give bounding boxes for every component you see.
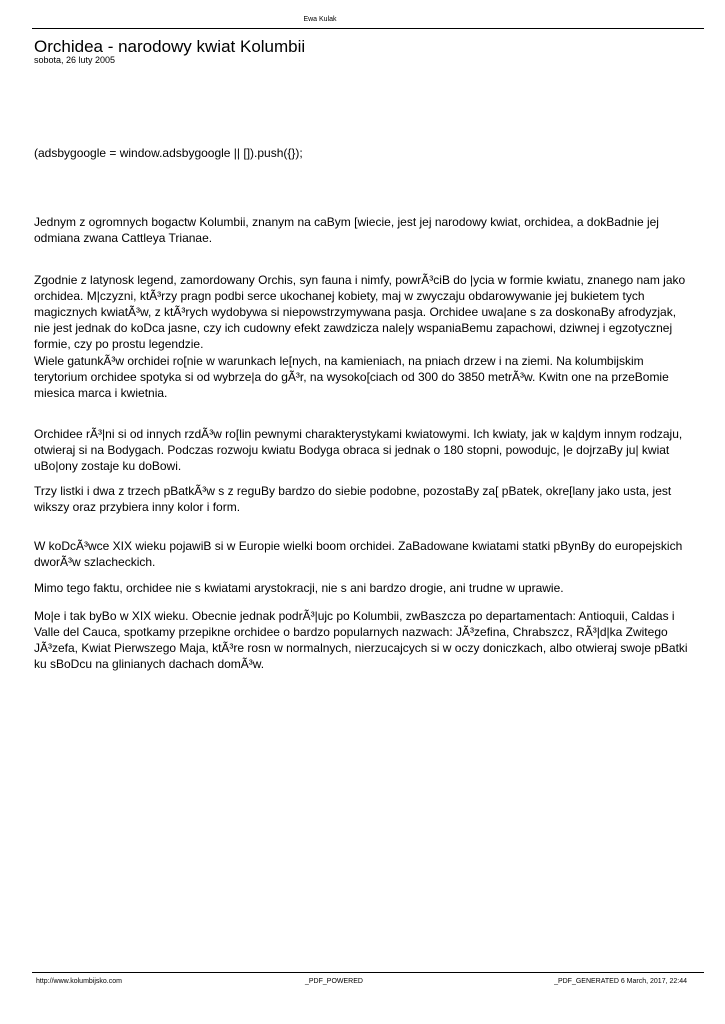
- paragraph-characteristics: Orchidee rÃ³|ni si od innych rzdÃ³w ro[lin pewnymi charakterystykami kwiatowymi. Ich kwiaty, jak w ka|dym innym rodzaju, otwieraj si na Bodygach. Podczas rozwoju kwiatu Bodyga obraca si jednak o 180 stopni, powodujc, |e dojrzaBy ju| kwiat uBo|ony zostaje ku doBowi.: [34, 427, 683, 473]
- paragraph-petals: Trzy listki i dwa z trzech pBatkÃ³w s z reguBy bardzo do siebie podobne, pozostaBy za[ pBatek, okre[lany jako usta, jest wikszy oraz przybiera inny kolor i form.: [34, 484, 672, 514]
- paragraph-history: W koDcÃ³wce XIX wieku pojawiB si w Europie wielki boom orchidei. ZaBadowane kwiatami statki pBynBy do europejskich dworÃ³w szlacheckich.: [34, 539, 683, 569]
- paragraph-popular-names: Mo|e i tak byBo w XIX wieku. Obecnie jednak podrÃ³|ujc po Kolumbii, zwBaszcza po departamentach: Antioquii, Caldas i Valle del Cauca, spotkamy przepikne orchidee o bardzo popularnych nazwach: JÃ³zefina, Chrabszcz, RÃ³|d|ka Zwitego JÃ³zefa, Kwiat Pierwszego Maja, ktÃ³re rosn w normalnych, nierzucajcych si w oczy doniczkach, albo otwieraj swoje pBatki ku sBoDcu na glinianych dachach domÃ³w.: [34, 609, 688, 671]
- header-author: Ewa Kulak: [303, 16, 337, 23]
- article-date: sobota, 26 luty 2005: [34, 55, 116, 65]
- footer-powered: _PDF_POWERED: [305, 978, 363, 985]
- paragraph-intro: Jednym z ogromnych bogactw Kolumbii, znanym na caBym [wiecie, jest jej narodowy kwiat, orchidea, a dokBadnie jej odmiana zwana Cattleya Trianae.: [34, 215, 659, 245]
- paragraph-availability: Mimo tego faktu, orchidee nie s kwiatami arystokracji, nie s ani bardzo drogie, ani trudne w uprawie.: [34, 581, 564, 595]
- paragraph-legend: Zgodnie z latynosk legend, zamordowany Orchis, syn fauna i nimfy, powrÃ³ciB do |ycia w formie kwiatu, znanego nam jako orchidea. M|czyzni, ktÃ³rzy pragn podbi serce ukochanej kobiety, maj w zwyczaju obdarowywanie jej bukietem tych magicznych kwiatÃ³w, z ktÃ³rych wydobywa si niepowstrzymywana pasja. Orchidee uwa|ane s za doskonaBy afrodyzjak, nie jest jednak do koDca jasne, czy ich cudowny efekt zawdzicza nale|y wspaniaBemu zapachowi, dziwnej i egzotycznej formie, czy po prostu legendzie.: [34, 273, 686, 351]
- footer-generated: _PDF_GENERATED 6 March, 2017, 22:44: [554, 978, 687, 985]
- footer-divider: [32, 972, 704, 973]
- header-divider: [32, 28, 704, 29]
- ad-code-text: (adsbygoogle = window.adsbygoogle || []).push({});: [34, 146, 303, 160]
- article-title: Orchidea - narodowy kwiat Kolumbii: [34, 37, 306, 56]
- footer-url: http://www.kolumbijsko.com: [36, 978, 122, 985]
- paragraph-habitat: Wiele gatunkÃ³w orchidei ro[nie w warunkach le[nych, na kamieniach, na pniach drzew i na ziemi. Na kolumbijskim terytorium orchidee spotyka si od wybrze|a do gÃ³r, na wysoko[ciach od 300 do 3850 metrÃ³w. Kwitn one na przeBomie miesica marca i kwietnia.: [34, 354, 669, 400]
